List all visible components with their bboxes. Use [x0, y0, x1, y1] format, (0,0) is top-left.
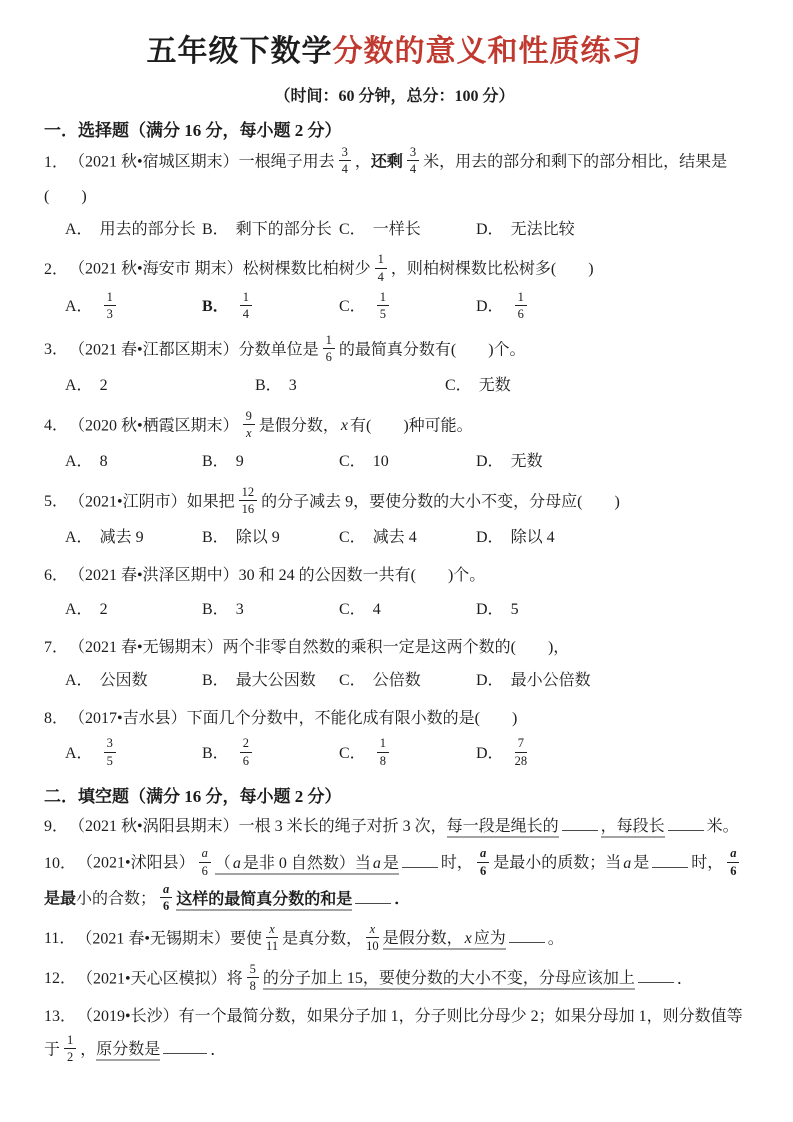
text-run: 时， [691, 854, 724, 872]
fraction [377, 290, 389, 322]
text-run: （2021 春•洪泽区期中）30 和 24 的公因数一共有( )个。 [77, 567, 486, 585]
fraction-numerator: 1 [64, 1033, 76, 1049]
option [339, 594, 476, 625]
question-text [44, 962, 745, 998]
text-run: （2021 秋•宿城区期末）一根绳子用去 [77, 153, 335, 171]
text-run: 时， [440, 854, 473, 872]
text-run: 每段长 [617, 818, 665, 838]
fraction-denominator: 8 [249, 978, 256, 993]
option-label: D． [476, 453, 504, 471]
fraction [64, 1033, 76, 1065]
text-run: （2021•沭阳县） [85, 854, 195, 872]
fraction-numerator: 12 [239, 485, 258, 501]
fraction-denominator: 28 [514, 753, 528, 768]
option-label: C． [339, 298, 366, 316]
option [202, 522, 339, 553]
fraction-numerator: x [266, 922, 278, 938]
text-run: 米，用去的部分和剩下的部分相比，结果是( ) [44, 153, 728, 205]
question-number: 13． [44, 1008, 77, 1026]
option-label: C． [339, 744, 366, 762]
option-label: B． [202, 298, 229, 316]
text-run: 是真分数， [282, 930, 363, 948]
option-label: B． [202, 744, 229, 762]
text-run: 减去 9 [99, 529, 144, 547]
text-run: 小的合数； [76, 890, 157, 908]
option-label: A． [65, 377, 93, 395]
fraction-numerator: a [160, 882, 172, 898]
option-label: A． [65, 529, 93, 547]
fraction-denominator: 4 [377, 269, 384, 284]
fraction [104, 736, 116, 768]
fraction-numerator: 1 [323, 333, 335, 349]
question-text [44, 922, 745, 958]
fraction [407, 145, 419, 177]
option-label: C． [339, 453, 366, 471]
answer-blank [355, 887, 391, 904]
question-text [44, 632, 745, 663]
question-number: 9． [44, 818, 69, 836]
text-run: 除以 4 [510, 529, 555, 547]
text-run: 减去 4 [372, 529, 417, 547]
text-run: 的分子加上 15，要使分数的大小不变，分母应该加上 [263, 970, 635, 990]
option [476, 446, 613, 477]
question-number: 2． [44, 260, 69, 278]
fraction [266, 922, 278, 954]
question-text [44, 333, 745, 369]
question-text [44, 145, 745, 212]
answer-blank [509, 926, 545, 943]
option [445, 370, 635, 401]
exam-info: （时间：60 分钟，总分：100 分） [274, 88, 515, 105]
page-title [44, 32, 745, 71]
options-row [65, 665, 745, 696]
option-label: A． [65, 672, 93, 689]
fraction-denominator: 6 [479, 863, 487, 878]
fraction-denominator: 4 [341, 162, 348, 177]
option [202, 594, 339, 625]
option-label: B． [202, 672, 229, 689]
fraction-denominator: x [245, 425, 252, 440]
fraction-denominator: 10 [366, 939, 379, 954]
fraction-numerator: 1 [240, 290, 252, 306]
question [44, 632, 745, 696]
text-run: 最小公倍数 [510, 672, 591, 689]
text-run: 是 [633, 854, 650, 872]
text-run: 公因数 [99, 672, 148, 689]
option-label: D． [476, 529, 504, 547]
question [44, 846, 745, 918]
text-run: a [371, 855, 383, 875]
fraction-numerator: 1 [375, 252, 387, 268]
option [476, 522, 613, 553]
question-number: 10． [44, 854, 77, 872]
fraction-denominator: 2 [67, 1049, 74, 1064]
fraction [240, 290, 252, 322]
question-number: 6． [44, 567, 69, 585]
title-grade-part: 五年级下数学 [146, 35, 333, 68]
fraction [104, 290, 116, 322]
question-number: 11． [44, 930, 76, 948]
fraction-numerator: a [727, 846, 739, 862]
option-label: A． [65, 453, 93, 471]
option [65, 594, 202, 625]
text-run: 9 [235, 453, 244, 471]
text-run: 8 [99, 453, 108, 471]
option [202, 736, 339, 772]
fraction [377, 736, 389, 768]
option-label: C． [339, 529, 366, 547]
question-number: 8． [44, 710, 69, 728]
fraction-numerator: 1 [515, 290, 527, 306]
text-run: 还剩 [370, 153, 403, 171]
fraction [339, 145, 351, 177]
text-run: 最大公因数 [235, 672, 316, 689]
option-label: D． [476, 744, 504, 762]
options-row [65, 370, 745, 401]
option-label: C． [445, 377, 472, 395]
fraction [727, 846, 739, 878]
fraction [199, 846, 211, 878]
fraction-denominator: 6 [325, 350, 332, 364]
question-text [44, 252, 745, 288]
question-text [44, 409, 745, 445]
text-run: 是假分数， [258, 417, 339, 435]
answer-blank [668, 814, 704, 831]
text-run: 原分数是 [96, 1041, 160, 1061]
fraction [247, 962, 259, 994]
option [476, 594, 613, 625]
option-label: B． [202, 220, 229, 238]
option [65, 290, 202, 326]
question [44, 409, 745, 478]
text-run: 2 [99, 377, 108, 395]
option-label: B． [202, 600, 229, 618]
fraction [375, 252, 387, 284]
fraction-numerator: 1 [377, 290, 389, 306]
options-row [65, 446, 745, 477]
fraction-denominator: 5 [106, 753, 113, 768]
text-run: （2021 秋•涡阳县期末）一根 3 米长的绳子对折 3 次， [77, 818, 447, 836]
option-label: D． [476, 672, 504, 689]
fraction-numerator: 1 [377, 736, 389, 752]
fraction-denominator: 11 [266, 939, 279, 954]
question [44, 485, 745, 554]
fraction-denominator: 16 [241, 501, 255, 516]
option [65, 446, 202, 477]
text-run: 的分子减去 9，要使分数的大小不变，分母应( ) [261, 493, 620, 511]
question-text [44, 1001, 745, 1068]
options-row [65, 736, 745, 772]
question [44, 333, 745, 402]
text-run: 10 [372, 453, 389, 471]
text-run: 有( )种可能。 [350, 417, 473, 435]
option [476, 736, 613, 772]
text-run: 是最小的质数；当 [493, 854, 622, 872]
text-run: 应为 [474, 930, 506, 950]
text-run: 是 [383, 855, 399, 875]
text-run: 3 [235, 600, 244, 618]
question-text [44, 560, 745, 591]
text-run: ， [354, 153, 371, 171]
option-label: D． [476, 298, 504, 316]
text-run: 2 [99, 600, 108, 618]
text-run: 5 [510, 600, 519, 618]
text-run: ． [676, 970, 693, 988]
text-run: 剩下的部分长 [235, 220, 332, 238]
option-label: C． [339, 600, 366, 618]
answer-blank [638, 966, 674, 983]
fraction [323, 333, 335, 365]
option [65, 665, 202, 696]
text-run: 是假分数， [383, 930, 463, 950]
option [65, 522, 202, 553]
fraction-denominator: 6 [730, 863, 737, 878]
option-label: A． [65, 298, 93, 316]
option [339, 522, 476, 553]
question-number: 1． [44, 153, 69, 171]
text-run: ，则柏树棵数比松树多( ) [390, 260, 594, 278]
fraction [515, 736, 528, 768]
option [339, 446, 476, 477]
question [44, 922, 745, 958]
fraction-denominator: 4 [409, 162, 417, 177]
fraction [515, 290, 527, 322]
option [202, 446, 339, 477]
fraction-denominator: 6 [242, 753, 249, 768]
fraction-numerator: 3 [104, 736, 116, 752]
text-run: ， [80, 1041, 97, 1059]
question-text [44, 811, 745, 842]
text-run: （2021 春•无锡期末）两个非零自然数的乘积一定是这两个数的( )， [77, 638, 570, 656]
fraction [239, 485, 258, 517]
question [44, 811, 745, 842]
option-label: A． [65, 220, 93, 238]
fraction-denominator: 5 [379, 307, 386, 322]
text-run: a [231, 855, 243, 875]
text-run: x [463, 930, 474, 950]
option-label: D． [476, 220, 504, 238]
fraction-numerator: 2 [240, 736, 252, 752]
text-run: ． [394, 890, 411, 908]
text-run: 公倍数 [372, 672, 421, 689]
fraction-denominator: 6 [517, 307, 524, 322]
text-run: （ [215, 855, 231, 875]
text-run: 。 [547, 930, 564, 948]
question [44, 560, 745, 624]
fraction-numerator: 7 [515, 736, 528, 752]
text-run: 3 [288, 377, 297, 395]
text-run: （2021 春•无锡期末）要使 [84, 930, 263, 948]
fraction-numerator: a [199, 846, 211, 862]
question [44, 703, 745, 772]
option-label: B． [255, 377, 282, 395]
fraction [240, 736, 252, 768]
option-label: A． [65, 600, 93, 618]
answer-blank [652, 851, 688, 868]
option-label: B． [202, 453, 229, 471]
fraction-numerator: 9 [243, 409, 255, 425]
option-label: D． [476, 600, 504, 618]
fraction [160, 882, 172, 914]
text-run: 米。 [706, 818, 739, 836]
question-number: 12． [44, 970, 77, 988]
option [65, 370, 255, 401]
fraction-denominator: 6 [201, 863, 208, 878]
section-heading: 一．选择题（满分 16 分，每小题 2 分） [44, 121, 342, 140]
option [339, 665, 476, 696]
text-run: ． [210, 1041, 227, 1059]
option [476, 214, 613, 245]
option [339, 736, 476, 772]
text-run: 无数 [478, 377, 511, 395]
text-run: ， [601, 818, 617, 838]
answer-blank [163, 1037, 207, 1054]
text-run: 除以 9 [235, 529, 280, 547]
fraction-denominator: 4 [242, 307, 249, 322]
question-text [44, 846, 745, 918]
text-run: 每一段是绳长的 [447, 818, 559, 838]
fraction-numerator: 3 [407, 145, 419, 161]
answer-blank [562, 814, 598, 831]
fraction-denominator: 3 [106, 307, 113, 322]
text-run: 一样长 [372, 220, 421, 238]
fraction-numerator: a [477, 846, 489, 862]
option [202, 290, 339, 326]
question-text [44, 703, 745, 734]
option [339, 290, 476, 326]
title-topic-part: 分数的意义和性质练习 [332, 35, 643, 68]
option-label: C． [339, 220, 366, 238]
fraction-denominator: 8 [379, 753, 386, 768]
option [476, 665, 613, 696]
option [202, 665, 339, 696]
fraction-numerator: 5 [247, 962, 259, 978]
question-number: 5． [44, 493, 69, 511]
answer-blank [402, 851, 438, 868]
text-run: 是非 0 自然数）当 [243, 855, 371, 875]
text-run: （2020 秋•栖霞区期末） [77, 417, 239, 435]
text-run: 无数 [510, 453, 543, 471]
question-number: 3． [44, 341, 69, 359]
option-label: A． [65, 744, 93, 762]
option [202, 214, 339, 245]
worksheet-body [44, 116, 745, 1068]
text-run: 这样的最简真分数的和是 [176, 891, 352, 911]
text-run: 的最简真分数有( )个。 [338, 341, 526, 359]
text-run: （2021•江阴市）如果把 [77, 493, 235, 511]
text-run: （2021 秋•海安市 期末）松树棵数比柏树少 [77, 260, 371, 278]
section-heading: 二．填空题（满分 16 分，每小题 2 分） [44, 787, 342, 807]
option [65, 736, 202, 772]
fraction-denominator: 6 [163, 899, 170, 914]
question-number: 4． [44, 417, 69, 435]
option-label: B． [202, 529, 229, 547]
text-run: （2021 春•江都区期末）分数单位是 [77, 341, 319, 359]
option [339, 214, 476, 245]
options-row [65, 522, 745, 553]
fraction-numerator: x [366, 922, 379, 938]
option [255, 370, 445, 401]
text-run: （2019•长沙）有一个最简分数，如果分子加 1，分子则比分母少 2；如果分母加 1，则分数值等于 [44, 1008, 743, 1059]
text-run: 用去的部分长 [99, 220, 196, 238]
text-run: （2017•吉水县）下面几个分数中，不能化成有限小数的是( ) [77, 710, 518, 728]
text-run: x [340, 417, 348, 435]
text-run: 无法比较 [510, 220, 575, 238]
text-run: 是最 [44, 890, 77, 908]
fraction-numerator: 3 [339, 145, 351, 161]
fraction-numerator: 1 [104, 290, 116, 306]
question [44, 1001, 745, 1068]
fraction [366, 922, 379, 954]
question [44, 252, 745, 326]
option [476, 290, 613, 326]
option [65, 214, 202, 245]
option-label: C． [339, 672, 366, 689]
question-text [44, 485, 745, 521]
fraction [477, 846, 489, 878]
question-number: 7． [44, 638, 69, 656]
options-row [65, 214, 745, 245]
fraction [243, 409, 255, 441]
question [44, 145, 745, 245]
options-row [65, 290, 745, 326]
text-run: a [623, 854, 632, 872]
question [44, 962, 745, 998]
text-run: （2021•天心区模拟）将 [85, 970, 243, 988]
text-run: 4 [372, 600, 381, 618]
options-row [65, 594, 745, 625]
